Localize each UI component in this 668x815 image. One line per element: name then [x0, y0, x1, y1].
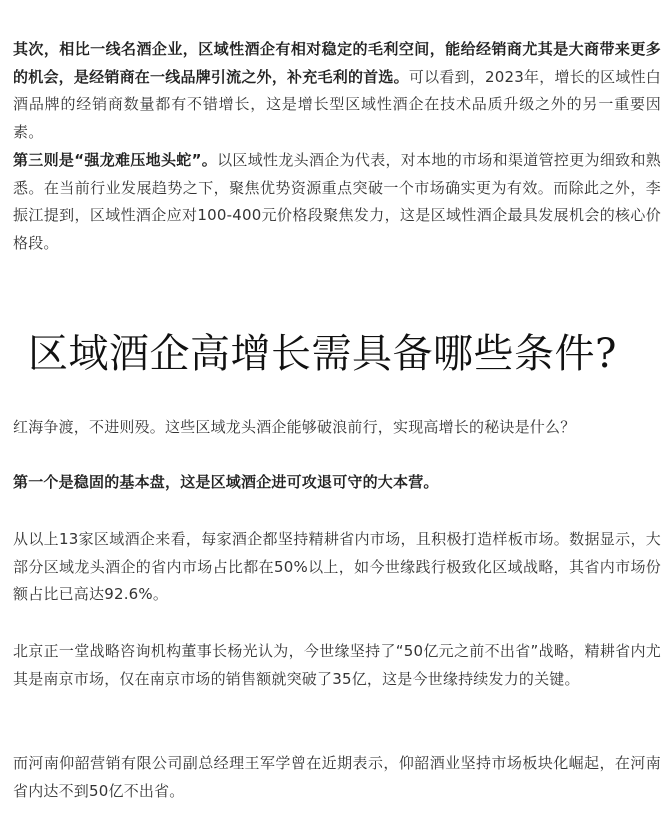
- paragraph-yangshao-strategy: 而河南仰韶营销有限公司副总经理王军学曾在近期表示，仰韶酒业坚持市场板块化崛起，在河南省内达不到50亿不出省。: [13, 754, 661, 800]
- paragraph-intro-question: 红海争渡，不进则殁。这些区域龙头酒企能够破浪前行，实现高增长的秘诀是什么？: [13, 418, 576, 436]
- paragraph-first-point: [13, 469, 661, 497]
- article-section-jinshiyuan: [13, 638, 661, 693]
- paragraph-text: 可以看到，2023年，增长的区域性白酒品牌的经销商数量都有不错增长，这是增长型区域性酒企在技术品质升级之外的另一重要因素。: [13, 67, 662, 141]
- paragraph-bold-lead: 第一个是稳固的基本盘，这是区域酒企进可攻退可守的大本营。: [13, 473, 439, 491]
- article-section-local-leader: [13, 147, 661, 257]
- paragraph-text: 以区域性龙头酒企为代表，对本地的市场和渠道管控更为细致和熟悉。在当前行业发展趋势之下，聚焦优势资源重点突破一个市场确实更为有效。而除此之外，李振江提到，区域性酒企应对100-400元价格段聚焦发力，这是区域性酒企最具发展机会的核心价格段。: [13, 151, 661, 252]
- paragraph-local-leader: [13, 147, 661, 257]
- article-section-provincial-market: [13, 526, 661, 609]
- article-body: [13, 36, 661, 146]
- paragraph-bold-lead: 第三则是“强龙难压地头蛇”。: [13, 151, 218, 169]
- paragraph-jinshiyuan-strategy: 北京正一堂战略咨询机构董事长杨光认为，今世缘坚持了“50亿元之前不出省”战略，精耕省内尤其是南京市场，仅在南京市场的销售额就突破了35亿，这是今世缘持续发力的关键。: [13, 642, 661, 688]
- paragraph-provincial-market: 从以上13家区域酒企来看，每家酒企都坚持精耕省内市场，且积极打造样板市场。数据显示，大部分区域龙头酒企的省内市场占比都在50%以上，如今世缘践行极致化区域战略，其省内市场份额占比已高达92.6%。: [13, 530, 661, 603]
- section-heading: 区域酒企高增长需具备哪些条件?: [28, 331, 617, 377]
- article-section-intro: [13, 414, 661, 442]
- article-section-first-point: [13, 469, 661, 497]
- paragraph-bold-lead: 其次，相比一线名酒企业，区域性酒企有相对稳定的毛利空间，能给经销商尤其是大商带来更多的机会，是经销商在一线品牌引流之外，补充毛利的首选。: [13, 40, 661, 86]
- article-section-yangshao: [13, 750, 661, 805]
- paragraph-distributor-margin: [13, 36, 661, 146]
